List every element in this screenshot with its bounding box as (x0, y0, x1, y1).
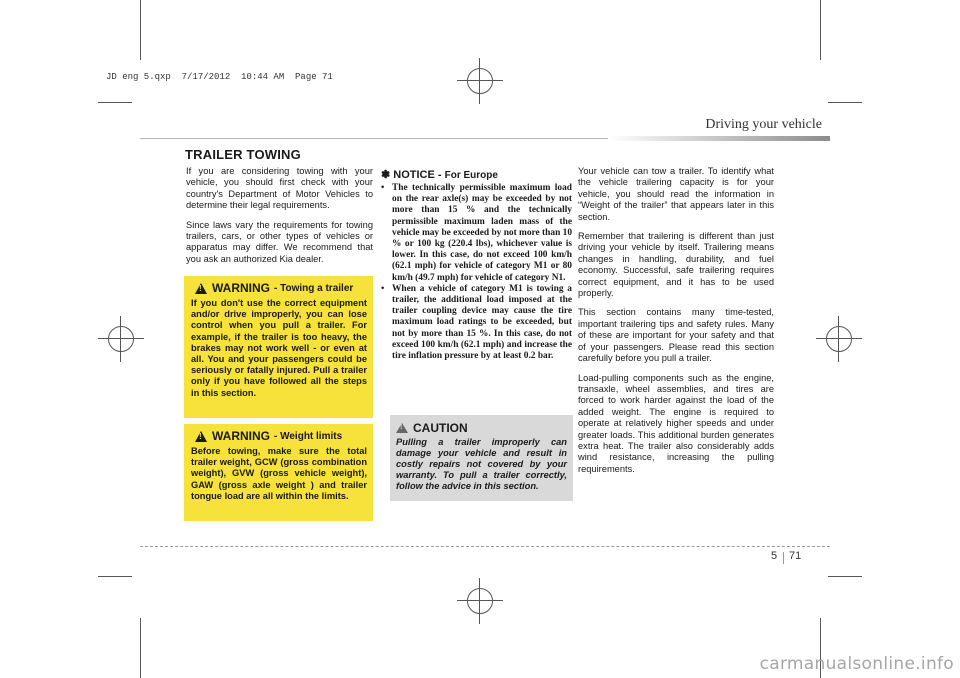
warning-text: If you don't use the correct equipment and/or drive improperly, you can lose control when you pull a trailer. For example, if the trailer is too heavy, the brakes may not work well - or even at all. You and your passengers could be seriously or fatally injured. Pull a trailer only if you have followed all the steps in this section. (191, 298, 367, 398)
crop-mark (140, 618, 141, 678)
crop-mark (828, 102, 862, 103)
crop-mark (98, 576, 132, 577)
warning-box-weight-limits (184, 424, 373, 521)
right-paragraph-1: Your vehicle can tow a trailer. To identify what the vehicle trailering capacity is for your vehicle, you should read the information in “Weight of the trailer” that appears later in this section. (578, 166, 774, 222)
warning-text: Before towing, make sure the total trailer weight, GCW (gross combination weight), GVW (gross vehicle weight), GAW (gross axle weight ) and trailer tongue load are all within the limits. (191, 446, 367, 501)
registration-mark (463, 64, 497, 98)
chapter-header-title: Driving your vehicle (705, 117, 822, 132)
registration-mark (822, 322, 856, 356)
registration-mark (463, 584, 497, 618)
right-paragraph-2: Remember that trailering is different than just driving your vehicle by itself. Trailering means changes in handling, durability, and fuel economy. Successful, safe trailering requires correct equipment, and it has to be used properly. (578, 231, 774, 299)
right-paragraph-4: Load-pulling components such as the engine, transaxle, wheel assemblies, and tires are forced to work harder against the load of the added weight. The engine is required to operate at relatively higher speeds and under greater loads. This additional burden generates extra heat. The trailer also considerably adds wind resistance, increasing the pulling requirements. (578, 372, 774, 474)
notice-label: NOTICE - (393, 169, 442, 181)
notice-heading (381, 168, 572, 181)
crop-mark (828, 576, 862, 577)
notice-subtitle: For Europe (444, 170, 498, 181)
page-number-divider (783, 552, 784, 564)
crop-mark (98, 102, 132, 103)
crop-mark (820, 0, 821, 60)
notice-list (381, 183, 572, 362)
notice-item: • The technically permissible maximum load on the rear axle(s) may be exceeded by not more than 15 % and the technically permissible maximum laden mass of the vehicle may be exceeded by not more than 10 % or 100 kg (220.4 lbs), whichever value is lower. In this case, do not exceed 100 km/h (62.1 mph) for vehicle of category M1 or 80 km/h (49.7 mph) for vehicle of category N1. (381, 183, 572, 284)
warning-box-towing (184, 276, 373, 418)
print-info: JD eng 5.qxp 7/17/2012 10:44 AM Page 71 (106, 72, 333, 82)
warning-triangle-icon (195, 431, 207, 442)
warning-triangle-icon (195, 283, 207, 294)
right-paragraph-3: This section contains many time-tested, important trailering tips and safety rules. Many of these are important for your safety and that of your passengers. Please read this section carefully before you pull a trailer. (578, 307, 774, 364)
page-number: 71 (789, 550, 802, 562)
warning-label: WARNING (212, 281, 270, 295)
caution-text: Pulling a trailer improperly can damage your vehicle and result in costly repairs not covered by your warranty. To pull a trailer correctly, follow the advice in this section. (396, 437, 567, 491)
caution-triangle-icon (396, 423, 408, 433)
crop-mark (140, 0, 141, 60)
right-column (578, 166, 774, 483)
header-gradient-bar (608, 136, 830, 141)
watermark: carmanualsonline.info (759, 654, 954, 674)
warning-subtitle: - Weight limits (274, 430, 343, 442)
intro-paragraph-1: If you are considering towing with your vehicle, you should first check with your country's Department of Motor Vehicles to determine their legal requirements. (186, 166, 373, 211)
warning-label: WARNING (212, 429, 270, 443)
chapter-number: 5 (771, 550, 778, 562)
notice-star-icon: ✽ (381, 169, 391, 181)
notice-europe (381, 168, 572, 362)
intro-column (186, 166, 373, 273)
caution-label: CAUTION (413, 421, 468, 435)
caution-box (390, 415, 573, 501)
warning-subtitle: - Towing a trailer (274, 282, 354, 294)
notice-item: • When a vehicle of category M1 is towing a trailer, the additional load imposed at the trailer coupling device may cause the tire maximum load ratings to be exceeded, but not by more than 15 %. In this case, do not exceed 100 km/h (62.1 mph) and increase the tire inflation pressure by at least 0.2 bar. (381, 284, 572, 362)
section-title: TRAILER TOWING (185, 147, 301, 162)
intro-paragraph-2: Since laws vary the requirements for towing trailers, cars, or other types of vehicles or apparatus may differ. We recommend that you ask an authorized Kia dealer. (186, 219, 373, 264)
footer-rule (140, 546, 830, 547)
registration-mark (104, 322, 138, 356)
